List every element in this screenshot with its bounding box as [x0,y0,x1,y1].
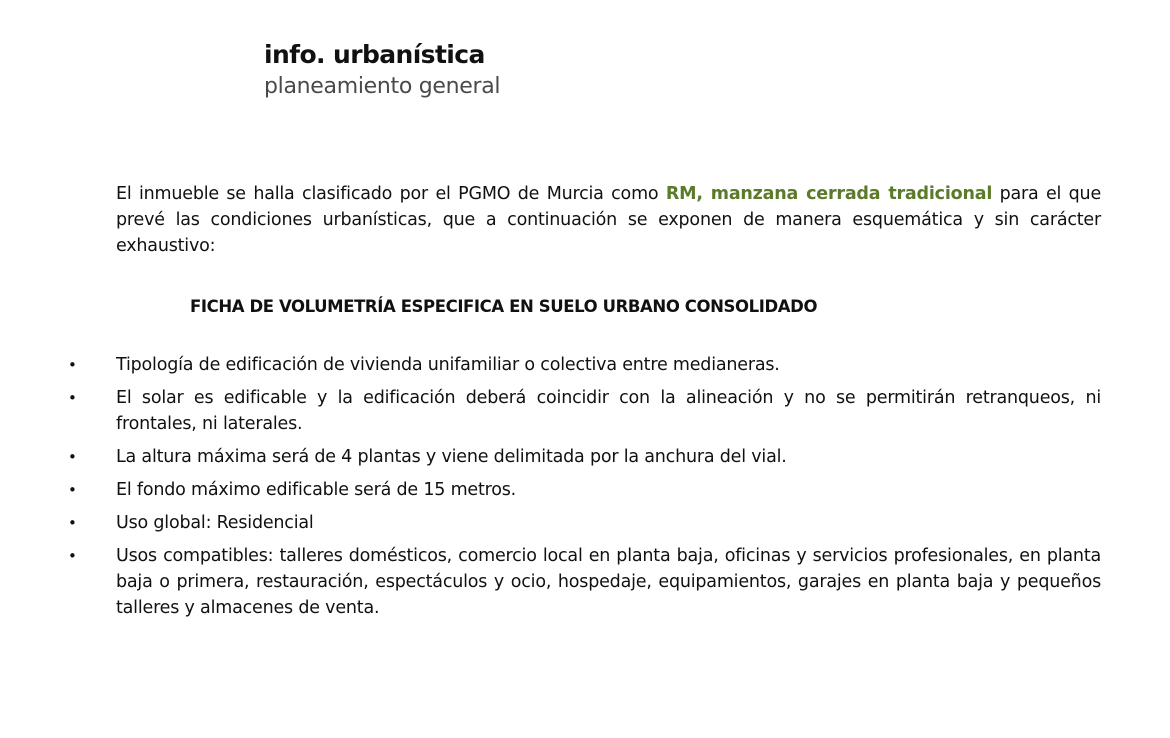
list-item-text: El solar es edificable y la edificación deberá coincidir con la alineación y no se permitirán retranqueos, ni frontales, ni laterales. [116,388,1101,434]
list-item [60,385,1101,437]
conditions-list [60,352,1101,628]
page-title: info. urbanística [264,40,485,69]
list-item-text: Usos compatibles: talleres domésticos, comercio local en planta baja, oficinas y servicios profesionales, en planta baja o primera, restauración, espectáculos y ocio, hospedaje, equipamientos, garajes en planta baja y pequeños talleres y almacenes de venta. [116,546,1101,618]
bullet-icon: • [68,389,77,407]
document-header [264,38,500,102]
list-item-text: La altura máxima será de 4 plantas y viene delimitada por la anchura del vial. [116,447,787,467]
zoning-classification-highlight: RM, manzana cerrada tradicional [665,184,993,204]
intro-paragraph [116,181,1101,259]
list-item [60,477,1101,503]
intro-text-after: para el que prevé las condiciones urbanísticas, que a continuación se exponen de manera esquemática y sin carácter exhaustivo: [116,184,1102,256]
bullet-icon: • [68,547,77,565]
list-item [60,543,1101,621]
bullet-icon: • [68,356,77,374]
list-item-text: El fondo máximo edificable será de 15 metros. [116,480,517,500]
list-item-text: Uso global: Residencial [116,513,314,533]
list-item-text: Tipología de edificación de vivienda unifamiliar o colectiva entre medianeras. [116,355,780,375]
list-item [60,352,1101,378]
bullet-icon: • [68,481,77,499]
list-item [60,444,1101,470]
page-subtitle: planeamiento general [264,74,501,99]
list-item [60,510,1101,536]
intro-text-before: El inmueble se halla clasificado por el PGMO de Murcia como [116,184,666,204]
section-heading: FICHA DE VOLUMETRÍA ESPECIFICA EN SUELO URBANO CONSOLIDADO [190,297,818,316]
bullet-icon: • [68,448,77,466]
bullet-icon: • [68,514,77,532]
